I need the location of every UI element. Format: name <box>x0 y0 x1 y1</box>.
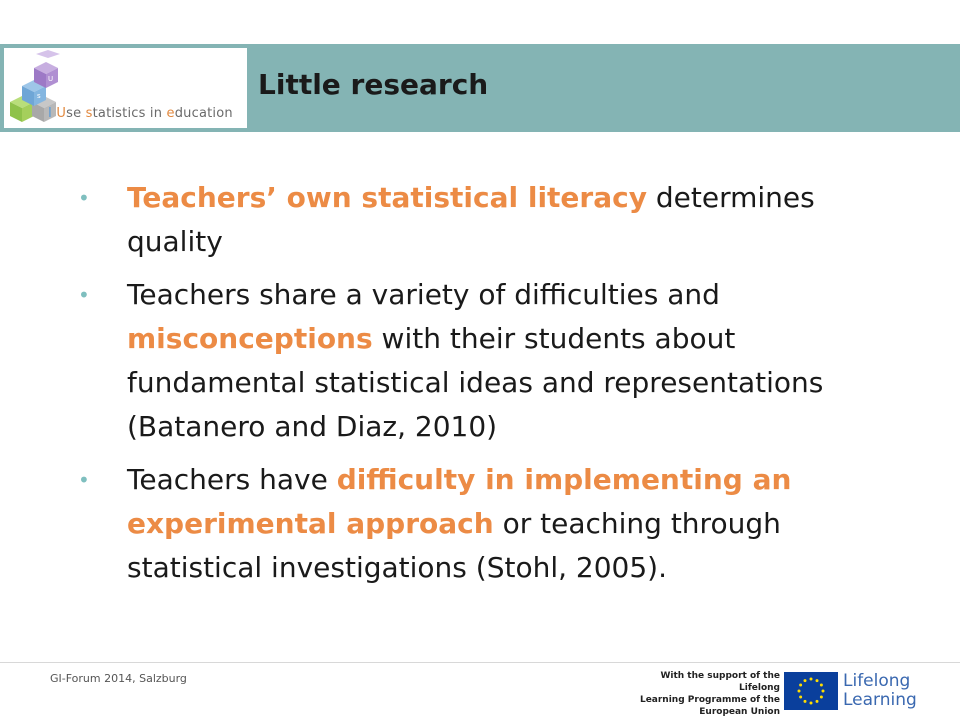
support-line: With the support of the Lifelong <box>660 671 780 693</box>
logo-tagline <box>48 106 233 121</box>
eu-star-icon <box>810 702 813 705</box>
bullet-item <box>78 176 878 264</box>
bullet-text: or teaching through statistical investigations (Stohl, 2005). <box>127 507 781 584</box>
eu-star-icon <box>820 696 823 699</box>
eu-support-statement <box>620 670 780 718</box>
bullet-text: determines quality <box>127 181 815 258</box>
slide-title: Little research <box>258 68 489 101</box>
eu-star-icon <box>798 690 801 693</box>
support-line: Learning Programme of the <box>639 695 780 705</box>
logo-tagline-part: e <box>166 106 175 121</box>
highlighted-text: difficulty in implementing an experimental approach <box>127 463 792 540</box>
eu-star-icon <box>804 700 807 703</box>
logo-letter-e: e <box>48 92 53 100</box>
bullet-dot-icon: • <box>78 283 90 307</box>
logo-tagline-part: s <box>85 106 93 121</box>
bullet-text: Teachers share a variety of difficulties and <box>127 278 720 311</box>
eu-star-icon <box>810 678 813 681</box>
eu-star-icon <box>799 696 802 699</box>
logo-tagline-part: se <box>66 106 86 121</box>
eu-star-icon <box>804 679 807 682</box>
bullet-text: with their students about fundamental statistical ideas and representations (Batanero and Diaz, 2010) <box>127 322 824 443</box>
eu-star-icon <box>822 690 825 693</box>
logo-letter-u: U <box>48 75 54 83</box>
footer-divider <box>0 662 960 663</box>
bullet-item <box>78 458 878 590</box>
bullet-list <box>78 176 878 599</box>
support-line: European Union <box>699 707 780 717</box>
highlighted-text: misconceptions <box>127 322 373 355</box>
program-line: Learning <box>843 690 917 710</box>
eu-star-icon <box>816 679 819 682</box>
bullet-dot-icon: • <box>78 468 90 492</box>
highlighted-text: Teachers’ own statistical literacy <box>127 181 647 214</box>
eu-star-icon <box>799 684 802 687</box>
program-line: Lifelong <box>843 671 911 691</box>
logo-tagline-part: U <box>56 106 67 121</box>
logo-tagline-part: I <box>48 106 53 121</box>
logo-tagline-part: ducation <box>174 106 233 121</box>
logo-tagline-part: tatistics in <box>92 106 167 121</box>
footer-event-label: GI-Forum 2014, Salzburg <box>50 672 187 685</box>
eu-flag-icon <box>784 672 838 710</box>
bullet-dot-icon: • <box>78 186 90 210</box>
eu-star-icon <box>820 684 823 687</box>
bullet-item <box>78 273 878 449</box>
use-logo <box>4 48 247 128</box>
bullet-text: Teachers have <box>127 463 337 496</box>
lifelong-learning-logo <box>843 672 953 710</box>
logo-letter-s: s <box>37 92 41 100</box>
eu-star-icon <box>816 700 819 703</box>
